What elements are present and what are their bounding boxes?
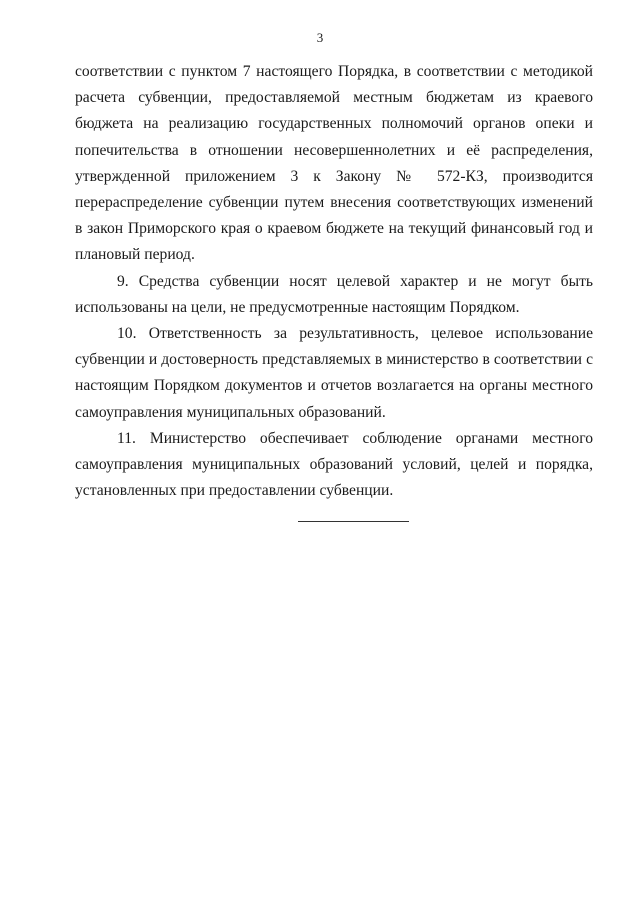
paragraph-item-9: 9. Средства субвенции носят целевой характер и не могут быть использованы на цели, не предусмотренные настоящим Порядком.: [75, 272, 593, 316]
closing-rule-divider: [298, 521, 409, 522]
paragraph-item-10: 10. Ответственность за результативность, целевое использование субвенции и достоверность представляемых в министерство в соответствии с настоящим Порядком документов и отчетов возлагается на органы местного самоуправления муниципальных образований.: [75, 325, 593, 421]
paragraph-item-11: 11. Министерство обеспечивает соблюдение органами местного самоуправления муниципальных образований условий, целей и порядка, установленных при предоставлении субвенции.: [75, 429, 593, 500]
page-number: 3: [316, 30, 324, 45]
paragraph-continuation: соответствии с пунктом 7 настоящего Порядка, в соответствии с методикой расчета субвенции, предоставляемой местным бюджетам из краевого бюджета на реализацию государственных полномочий органов опеки и попечительства в отношении несовершеннолетних и её распределения, утвержденной приложением 3 к Закону № 572-КЗ, производится перераспределение субвенции путем внесения соответствующих изменений в закон Приморского края о краевом бюджете на текущий финансовый год и плановый период.: [75, 63, 593, 264]
document-body: [75, 59, 593, 504]
